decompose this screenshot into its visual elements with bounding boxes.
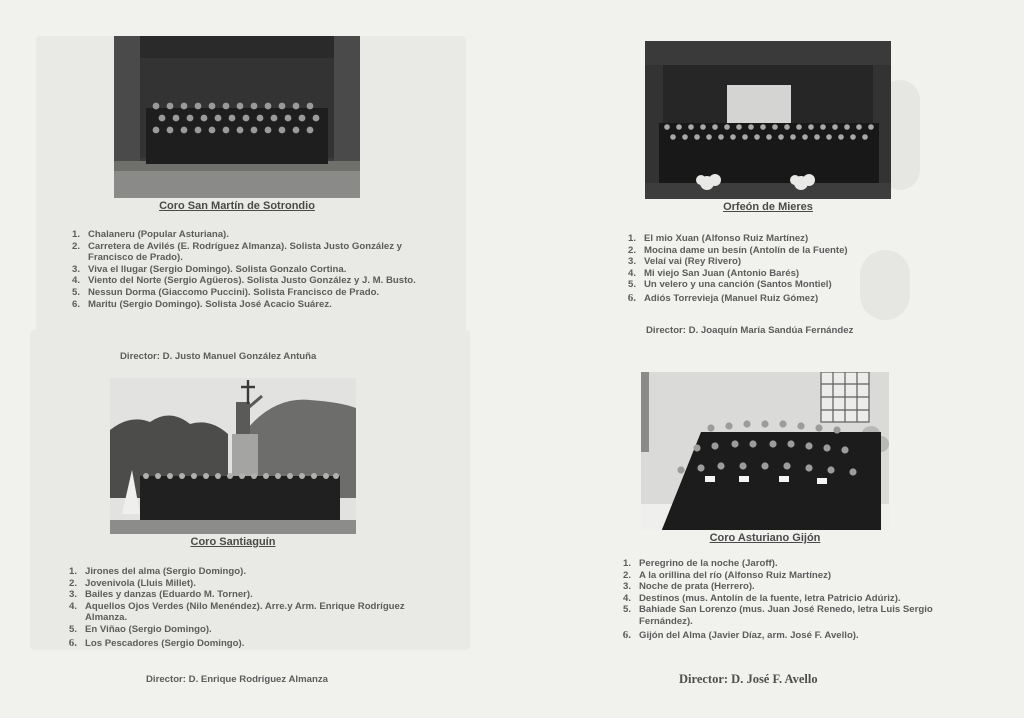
list-item: 5. Un velero y una canción (Santos Montiel) <box>627 279 832 291</box>
director-name: Director: D. Joaquín María Sandúa Fernández <box>646 325 854 336</box>
list-item: 4. Mi viejo San Juan (Antonio Barés) <box>627 267 800 279</box>
choir-photo-sotrondio <box>114 36 360 198</box>
choir-photo-mieres <box>645 41 891 199</box>
list-item: 6. Los Pescadores (Sergio Domingo). <box>68 636 245 649</box>
choir-photo-gijon <box>641 372 889 530</box>
list-item: 1. El mio Xuan (Alfonso Ruiz Martínez) <box>627 233 809 244</box>
list-item: 3. Velaí vai (Rey Rivero) <box>627 256 742 268</box>
song-list <box>66 229 446 310</box>
director-name: Director: D. Enrique Rodríguez Almanza <box>146 674 328 685</box>
song-list <box>63 566 423 649</box>
list-item: 6. Maritu (Sergio Domingo). Solista José Acacio Suárez. <box>71 298 332 310</box>
list-item: 2. Mocina dame un besín (Antolín de la Fuente) <box>627 244 848 256</box>
list-item: 5. Nessun Dorma (Giaccomo Puccini). Solista Francisco de Prado. <box>71 286 380 298</box>
director-name: Director: D. Justo Manuel González Antuña <box>120 351 317 362</box>
list-item: 1. Jirones del alma (Sergio Domingo). <box>68 566 246 577</box>
song-list <box>622 233 922 305</box>
list-item: 3. Bailes y danzas (Eduardo M. Torner). <box>68 589 253 601</box>
list-item: 6. Gijón del Alma (Javier Díaz, arm. José F. Avello). <box>622 628 859 641</box>
list-item: 1. Peregrino de la noche (Jaroff). <box>622 558 778 569</box>
song-list <box>617 558 987 641</box>
choir-name: Orfeón de Mieres <box>723 201 813 213</box>
list-item: 3. Viva el llugar (Sergio Domingo). Solista Gonzalo Cortina. <box>71 263 347 275</box>
choir-name: Coro Asturiano Gijón <box>709 532 821 544</box>
list-item: 3. Noche de prata (Herrero). <box>622 581 755 593</box>
list-item: 2. Carretera de Avilés (E. Rodríguez Almanza). Solista Justo González y Francisco de Prado). <box>71 240 403 264</box>
list-item: 6. Adiós Torrevieja (Manuel Ruiz Gómez) <box>627 291 819 304</box>
list-item: 4. Aquellos Ojos Verdes (Nilo Menéndez). Arre.y Arm. Enrique Rodríguez Almanza. <box>68 600 405 624</box>
list-item: 2. A la orillina del río (Alfonso Ruiz Martínez) <box>622 569 832 581</box>
list-item: 1. Chalaneru (Popular Asturiana). <box>71 229 229 240</box>
choir-photo-santiaguin <box>110 378 356 534</box>
list-item: 5. Bahiade San Lorenzo (mus. Juan José Renedo, letra Luis Sergio Fernández). <box>622 604 933 627</box>
list-item: 5. En Viñao (Sergio Domingo). <box>68 623 212 635</box>
choir-name: Coro San Martín de Sotrondio <box>159 200 315 212</box>
list-item: 4. Destinos (mus. Antolín de la fuente, letra Patricio Adúriz). <box>622 592 901 604</box>
choir-name: Coro Santiaguín <box>190 536 276 548</box>
list-item: 2. Jovenivola (Lluis Millet). <box>68 577 196 589</box>
director-name: Director: D. José F. Avello <box>679 672 818 686</box>
list-item: 4. Viento del Norte (Sergio Agüeros). Solista Justo González y J. M. Busto. <box>71 275 416 287</box>
